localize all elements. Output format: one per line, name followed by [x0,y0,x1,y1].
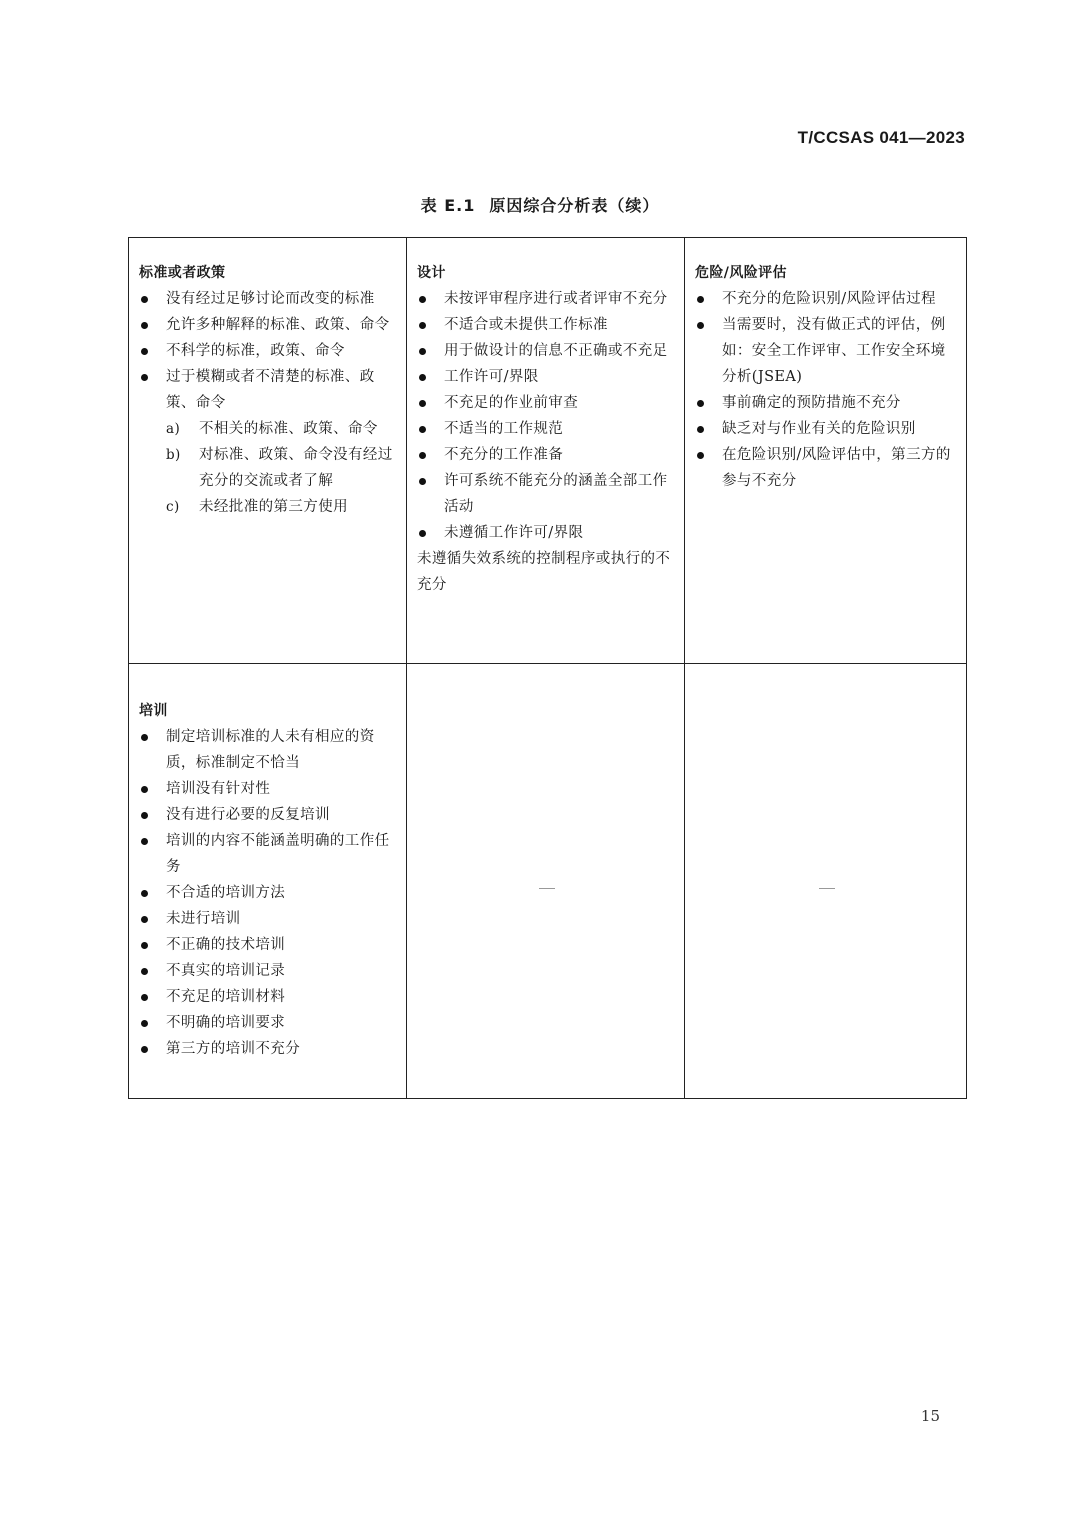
list-item: 培训没有针对性 [139,776,398,802]
sub-list-item [139,494,398,520]
sub-list-marker: b) [166,447,181,463]
cell-empty [685,664,967,1099]
table-title: 原因综合分析表（续） [489,196,660,215]
table-number: 表 E.1 [420,196,476,215]
bullet-list [139,724,398,1062]
cell-heading: 培训 [139,703,168,719]
table-caption [0,193,1080,216]
list-item: 不适合或未提供工作标准 [417,312,676,338]
list-item: 不充分的工作准备 [417,442,676,468]
list-item: 培训的内容不能涵盖明确的工作任务 [139,828,398,880]
sub-list-text: 不相关的标准、政策、命令 [199,421,378,437]
list-item: 不适当的工作规范 [417,416,676,442]
bullet-list [417,286,676,546]
list-item: 在危险识别/风险评估中，第三方的参与不充分 [695,442,958,494]
sub-list-item [139,416,398,442]
list-item: 制定培训标准的人未有相应的资质，标准制定不恰当 [139,724,398,776]
list-item: 不充足的作业前审查 [417,390,676,416]
list-item: 允许多种解释的标准、政策、命令 [139,312,398,338]
list-item: 不正确的技术培训 [139,932,398,958]
list-item: 许可系统不能充分的涵盖全部工作活动 [417,468,676,520]
cell-hazard-risk-assessment [685,238,967,664]
list-item: 不充分的危险识别/风险评估过程 [695,286,958,312]
list-item: 过于模糊或者不清楚的标准、政策、命令 [139,364,398,416]
list-item: 没有进行必要的反复培训 [139,802,398,828]
bullet-list [139,286,398,416]
list-item: 不合适的培训方法 [139,880,398,906]
list-item: 事前确定的预防措施不充分 [695,390,958,416]
bullet-list [695,286,958,494]
cell-heading: 危险/风险评估 [695,265,787,281]
cell-empty [407,664,685,1099]
cell-heading: 设计 [417,265,446,281]
list-item: 未按评审程序进行或者评审不充分 [417,286,676,312]
list-item: 不科学的标准，政策、命令 [139,338,398,364]
page-number: 15 [920,1407,940,1425]
list-item: 缺乏对与作业有关的危险识别 [695,416,958,442]
sub-list-item [139,442,398,494]
list-item: 不明确的培训要求 [139,1010,398,1036]
list-item: 用于做设计的信息不正确或不充足 [417,338,676,364]
list-item: 未遵循工作许可/界限 [417,520,676,546]
sub-list-text: 未经批准的第三方使用 [199,499,348,515]
table-row [129,664,967,1099]
cell-training [129,664,407,1099]
list-item: 不真实的培训记录 [139,958,398,984]
list-item: 第三方的培训不充分 [139,1036,398,1062]
list-item: 未进行培训 [139,906,398,932]
list-item: 工作许可/界限 [417,364,676,390]
sub-list [139,416,398,520]
sub-list-text: 对标准、政策、命令没有经过充分的交流或者了解 [199,447,393,489]
list-item: 不充足的培训材料 [139,984,398,1010]
sub-list-marker: c) [166,499,180,515]
cell-standards-policy [129,238,407,664]
table-row [129,238,967,664]
sub-list-marker: a) [166,421,181,437]
empty-dash [539,888,555,889]
document-code: T/CCSAS 041—2023 [797,128,965,147]
cell-paragraph: 未遵循失效系统的控制程序或执行的不充分 [417,551,671,593]
empty-dash [819,888,835,889]
list-item: 没有经过足够讨论而改变的标准 [139,286,398,312]
cause-analysis-table [128,237,967,1099]
list-item: 当需要时，没有做正式的评估，例如：安全工作评审、工作安全环境分析(JSEA) [695,312,958,390]
cell-heading: 标准或者政策 [139,265,226,281]
cell-design [407,238,685,664]
